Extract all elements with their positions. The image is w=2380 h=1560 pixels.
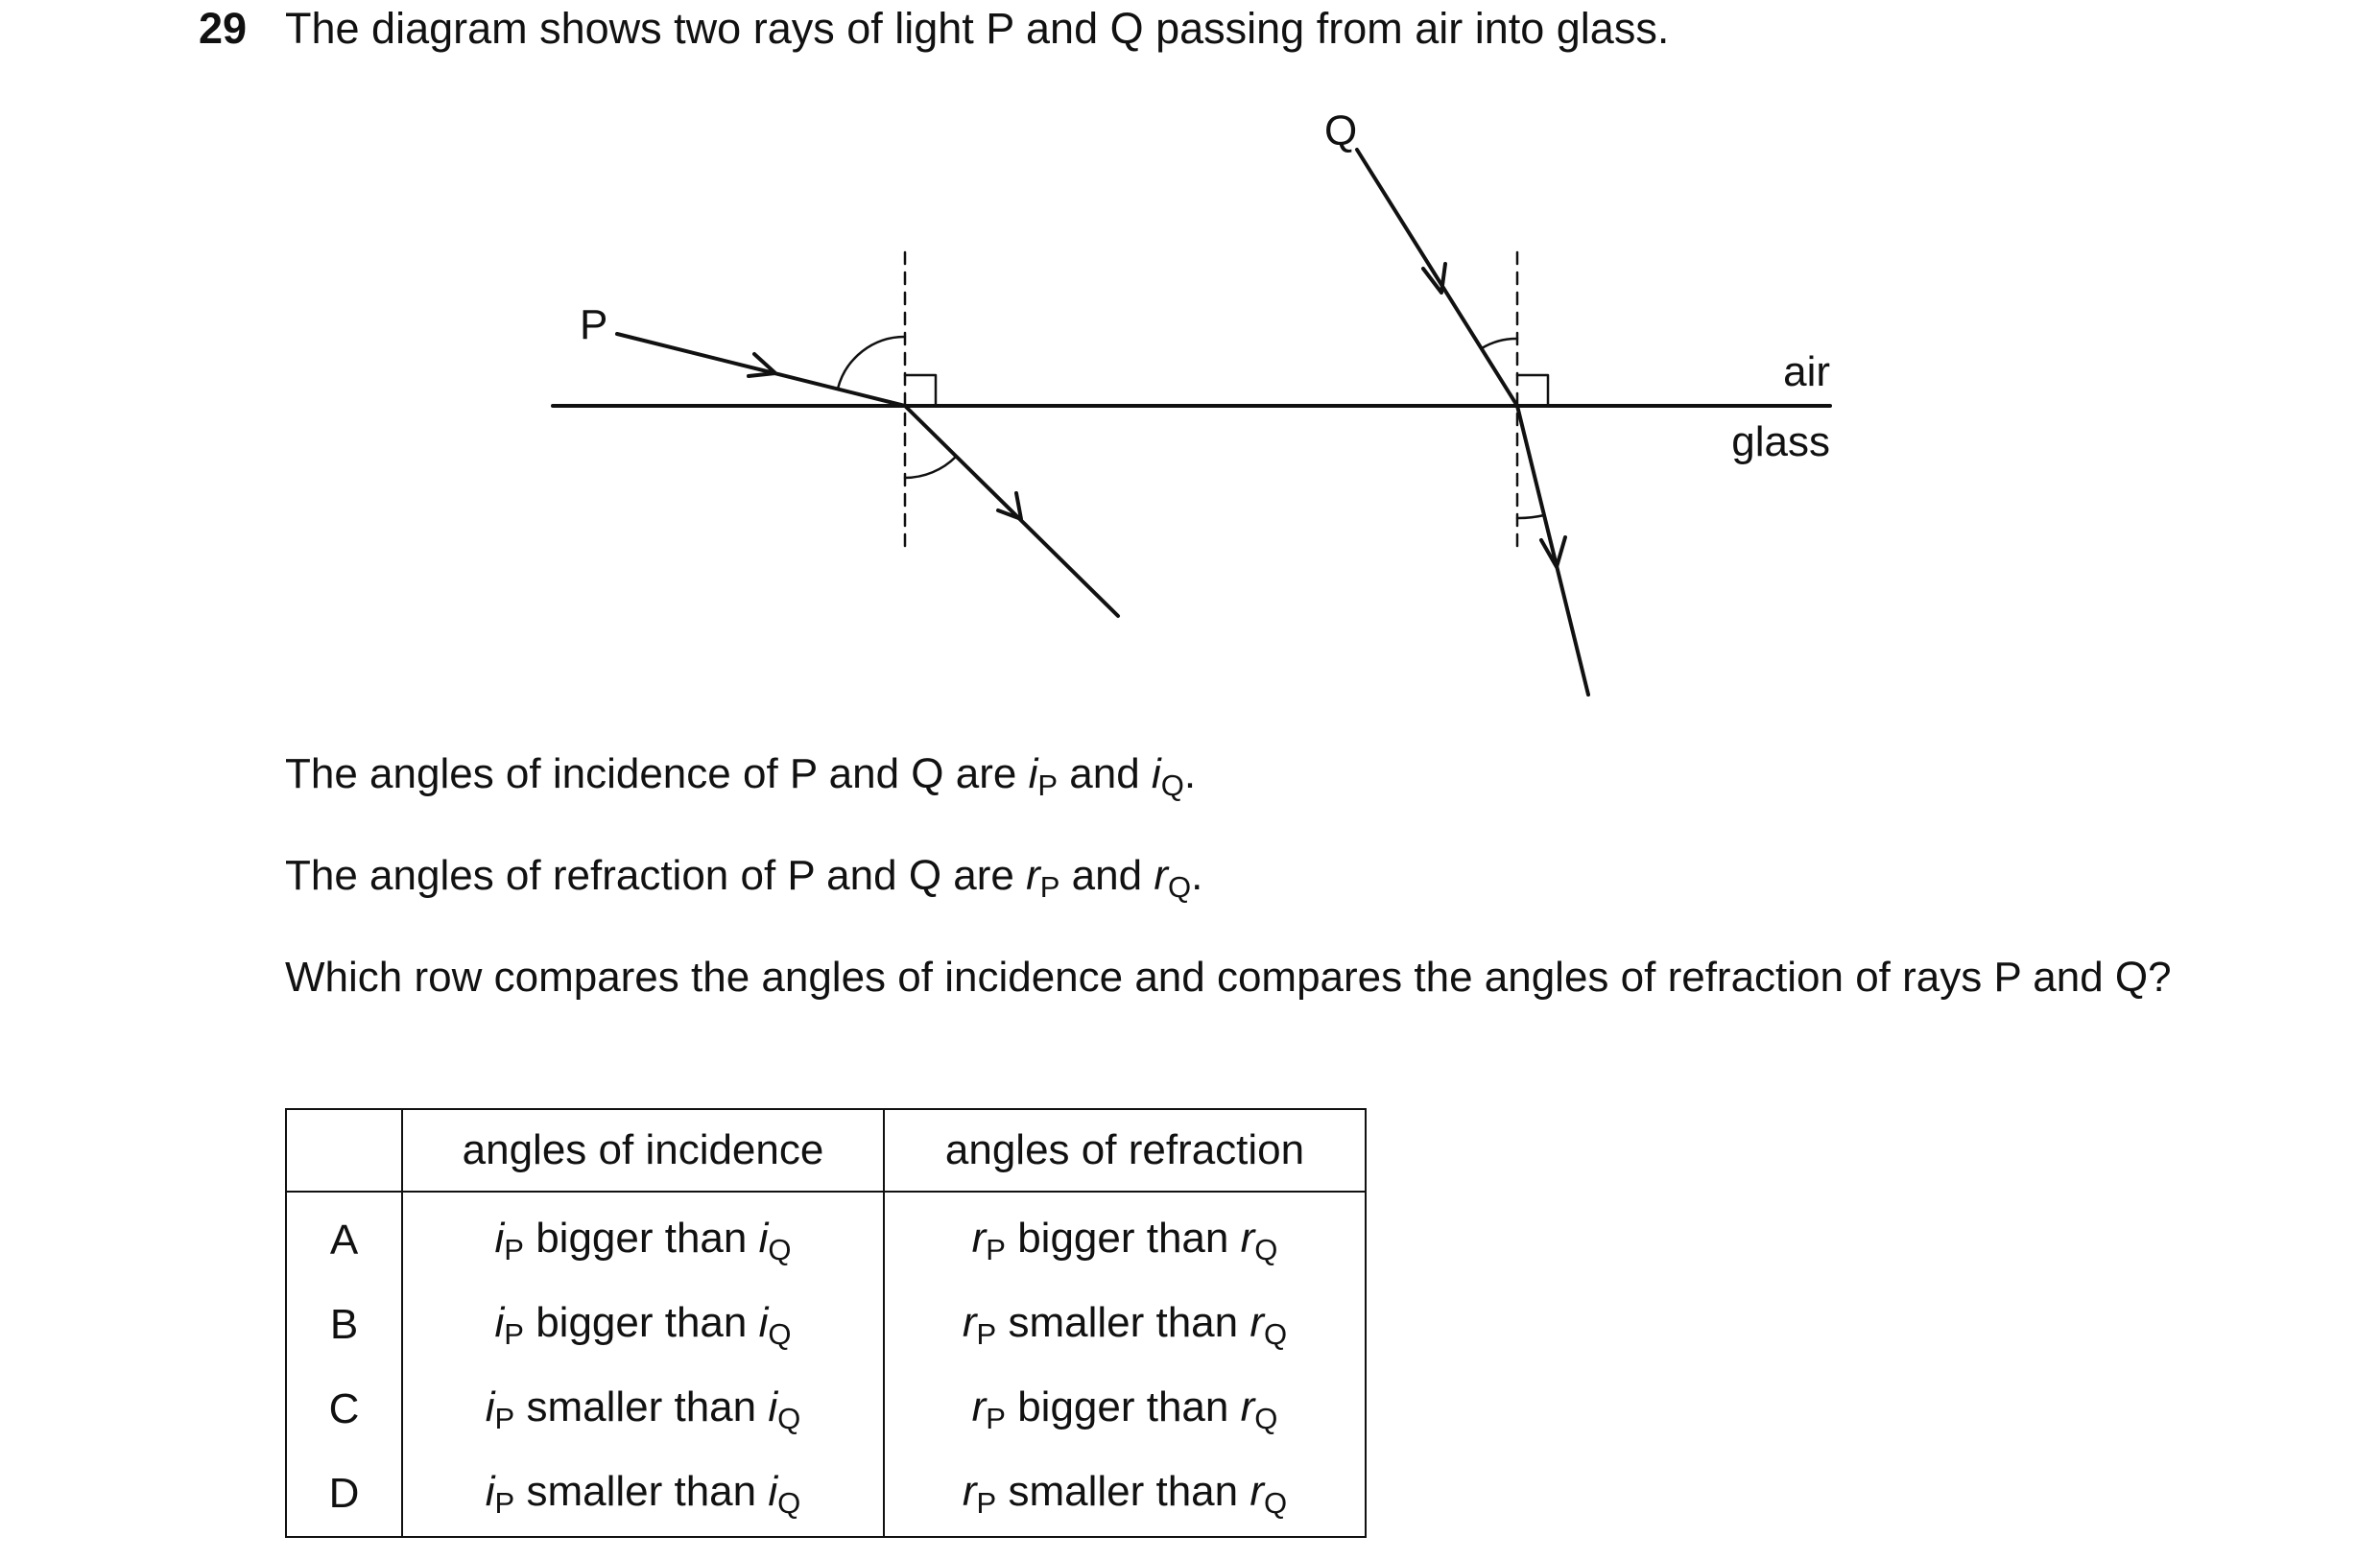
header-incidence: angles of incidence: [402, 1109, 884, 1192]
incidence-cell: $i_P$ bigger than $i_Q$: [402, 1192, 884, 1283]
right-angle-mark-q: [1517, 375, 1548, 406]
ray-q-incident: [1357, 150, 1517, 406]
header-refraction: angles of refraction: [884, 1109, 1366, 1192]
question-prompt: Which row compares the angles of incidence and compares the angles of refraction of rays P and Q?: [285, 954, 2172, 1001]
refraction-cell: $r_P$ smaller than $r_Q$: [884, 1283, 1366, 1367]
angle-arc-incidence-p: [838, 337, 905, 389]
refraction-cell: $r_P$ bigger than $r_Q$: [884, 1192, 1366, 1283]
table-row[interactable]: [286, 1192, 1366, 1283]
right-angle-mark-p: [905, 375, 936, 406]
refraction-diagram: [0, 0, 2380, 729]
air-label: air: [1783, 348, 1830, 395]
angle-arc-incidence-q: [1482, 339, 1517, 348]
glass-label: glass: [1731, 418, 1830, 465]
answer-table: [285, 1108, 1367, 1538]
ray-q-incident-arrow-icon: [1423, 264, 1445, 293]
ray-q-label: Q: [1324, 107, 1358, 154]
ray-p-refracted: [905, 406, 1118, 616]
option-letter[interactable]: C: [286, 1367, 402, 1452]
angle-arc-refraction-q: [1517, 515, 1544, 518]
ray-p-incident-arrow-icon: [749, 354, 775, 376]
refraction-cell: $r_P$ smaller than $r_Q$: [884, 1452, 1366, 1537]
refraction-cell: $r_P$ bigger than $r_Q$: [884, 1367, 1366, 1452]
question-number: 29: [199, 4, 248, 53]
angle-arc-refraction-p: [905, 457, 956, 478]
incidence-cell: $i_P$ smaller than $i_Q$: [402, 1367, 884, 1452]
table-row[interactable]: [286, 1367, 1366, 1452]
question-stem: The diagram shows two rays of light P and Q passing from air into glass.: [285, 4, 1670, 53]
option-letter[interactable]: A: [286, 1192, 402, 1283]
refraction-statement: The angles of refraction of P and Q are $r_P$ and $r_Q$.: [285, 852, 1203, 904]
ray-q-refracted: [1517, 406, 1588, 695]
incidence-cell: $i_P$ bigger than $i_Q$: [402, 1283, 884, 1367]
table-row[interactable]: [286, 1283, 1366, 1367]
incidence-cell: $i_P$ smaller than $i_Q$: [402, 1452, 884, 1537]
table-header-row: [286, 1109, 1366, 1192]
table-row[interactable]: [286, 1452, 1366, 1537]
option-letter[interactable]: B: [286, 1283, 402, 1367]
incidence-statement: The angles of incidence of P and Q are $i_P$ and $i_Q$.: [285, 750, 1197, 802]
ray-p-incident: [617, 334, 905, 406]
ray-p-label: P: [580, 301, 608, 348]
option-letter[interactable]: D: [286, 1452, 402, 1537]
header-blank: [286, 1109, 402, 1192]
